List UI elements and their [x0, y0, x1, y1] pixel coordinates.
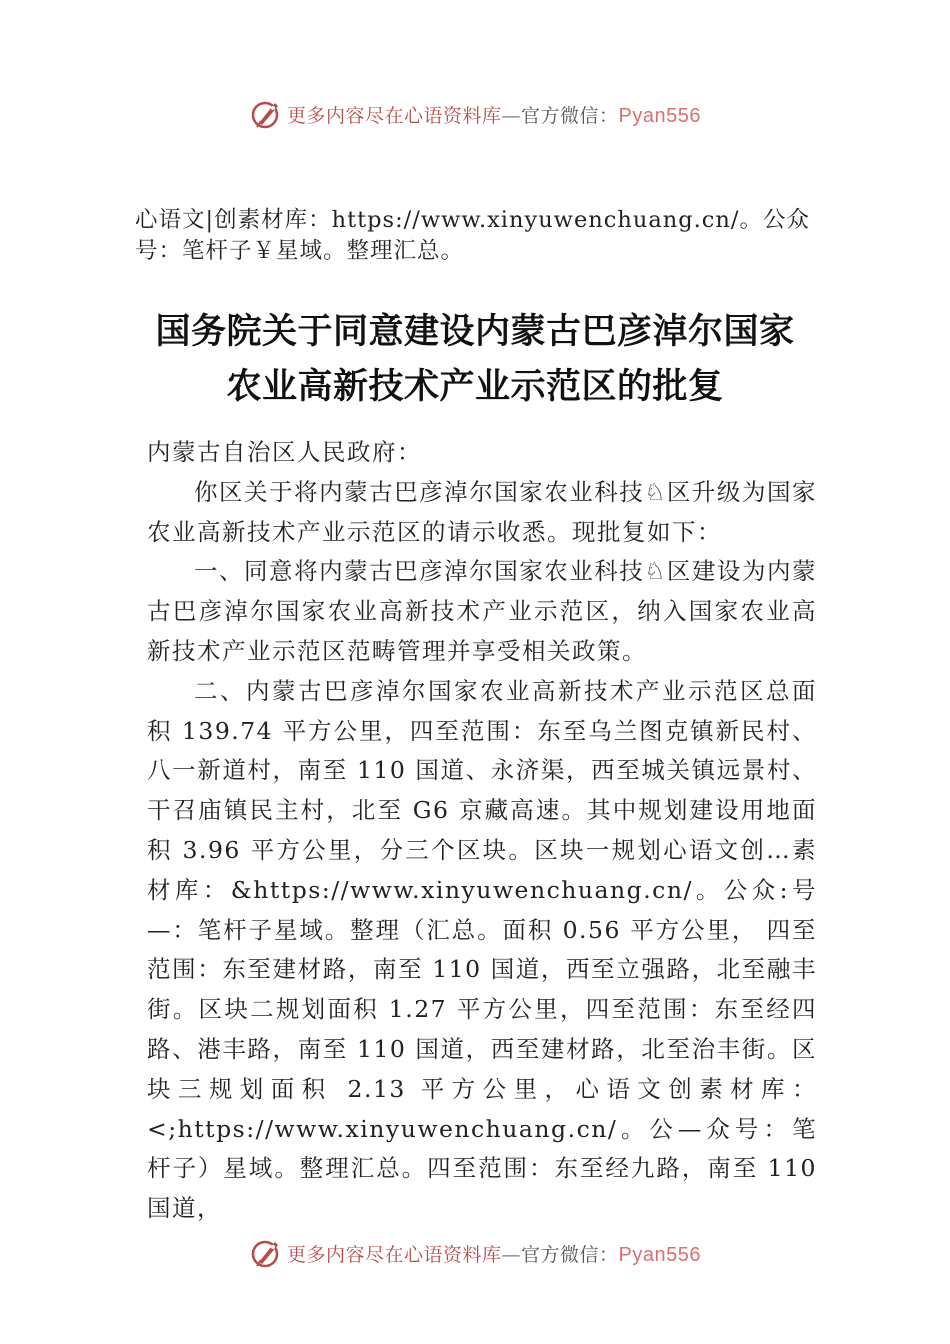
watermark-text: 更多内容尽在心语资料库	[287, 1243, 502, 1266]
watermark-wechat-label: 官方微信：	[521, 1243, 619, 1266]
paragraph-1: 你区关于将内蒙古巴彦淖尔国家农业科技♘区升级为国家农业高新技术产业示范区的请示收悉。现批复如下：	[147, 477, 817, 546]
watermark-dash: —	[501, 1243, 522, 1266]
quill-logo-icon	[249, 1236, 283, 1270]
paragraph-2: 一、同意将内蒙古巴彦淖尔国家农业科技♘区建设为内蒙古巴彦淖尔国家农业高新技术产业示范区，纳入国家农业高新技术产业示范区范畴管理并享受相关政策。	[147, 557, 817, 665]
quill-logo-icon	[249, 97, 283, 131]
footer-watermark	[0, 1233, 950, 1273]
title-line-1: 国务院关于同意建设内蒙古巴彦淖尔国家	[155, 312, 795, 352]
paragraph-3: 二、内蒙古巴彦淖尔国家农业高新技术产业示范区总面积 139.74 平方公里，四至范围：东至乌兰图克镇新民村、八一新道村，南至 110 国道、永济渠，西至城关镇远景村、干召庙镇民主村，北至 G6 京藏高速。其中规划建设用地面积 3.96 平方公里，分三个区块。区块一规划心语文创…素材库：&https://www.xinyuwenchuang.cn/。公众:号—：笔杆子星域。整理（汇总。面积 0.56 平方公里， 四至范围：东至建材路，南至 110 国道，西至立强路，北至融丰街。区块二规划面积 1.27 平方公里，四至范围：东至经四路、港丰路，南至 110 国道，西至建材路，北至治丰街。区块三规划面积 2.13 平方公里，心语文创素材库：<;https://www.xinyuwenchuang.cn/。公—众号：笔杆子）星域。整理汇总。四至范围：东至经九路，南至 110 国道，	[147, 676, 817, 1223]
watermark-text: 更多内容尽在心语资料库	[287, 104, 502, 127]
watermark-wechat-id: Pyan556	[618, 104, 701, 127]
source-note: 心语文|创素材库：https://www.xinyuwenchuang.cn/。公众号：笔杆子￥星域。整理汇总。	[135, 207, 810, 264]
salutation: 内蒙古自治区人民政府：	[147, 438, 422, 466]
watermark-wechat-label: 官方微信：	[521, 104, 619, 127]
document-body	[147, 433, 817, 1229]
document-title	[110, 305, 840, 415]
watermark-wechat-id: Pyan556	[618, 1243, 701, 1266]
watermark-dash: —	[501, 104, 522, 127]
title-line-2: 农业高新技术产业示范区的批复	[226, 367, 724, 407]
header-watermark	[0, 94, 950, 134]
